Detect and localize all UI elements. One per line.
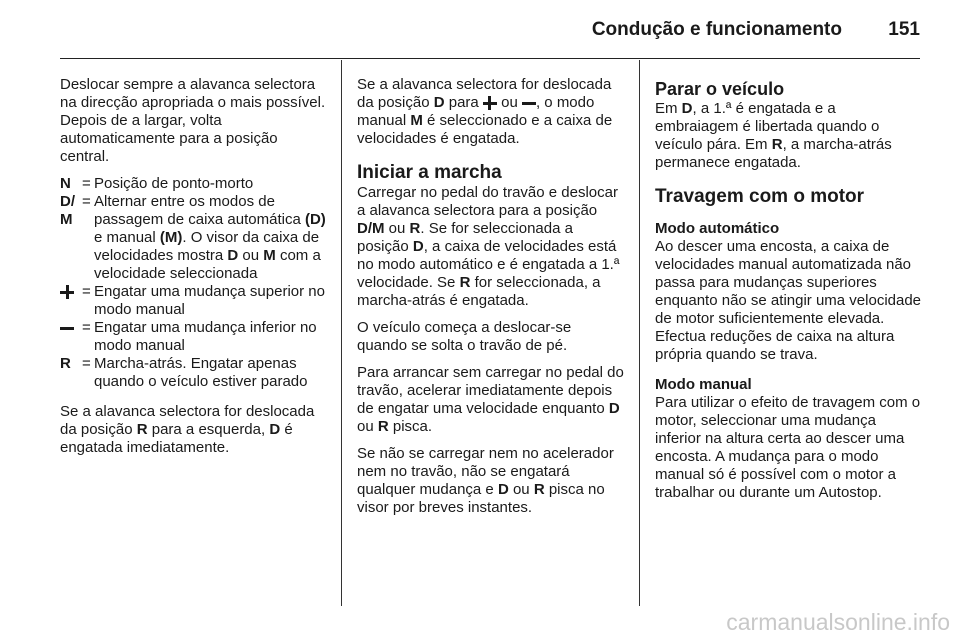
section-heading: Travagem com o motor (655, 186, 865, 207)
definition-key: D/ M (60, 193, 75, 228)
page-title: Condução e funcionamento (591, 19, 842, 40)
definition-item: = Engatar uma mudança superior no modo manual (60, 283, 328, 319)
column-divider (639, 60, 640, 606)
paragraph: Ao descer uma encosta, a caixa de velocidades manual automatizada não passa para mudanças superiores enquanto não se atingir uma velocidade de motor suficientemente elevada. Efectua reduções de caixa na altura própria quando se trava. (655, 238, 922, 363)
section-heading: Iniciar a marcha (357, 162, 502, 183)
subheading: Modo manual (655, 376, 752, 393)
subheading: Modo automático (655, 220, 780, 237)
outro-paragraph: Se a alavanca selectora for deslocada da posição R para a esquerda, D é engatada imediatamente. (60, 403, 315, 456)
paragraph: Para arrancar sem carregar no pedal do travão, acelerar imediatamente depois de engatar uma velocidade enquanto D ou R pisca. (357, 364, 624, 435)
page-number: 151 (888, 19, 920, 40)
plus-icon (60, 285, 74, 299)
column-1 (60, 76, 328, 466)
page-header (60, 0, 920, 59)
section-heading: Parar o veículo (655, 79, 785, 99)
column-3 (655, 76, 923, 511)
minus-icon (60, 327, 74, 330)
paragraph: Se a alavanca selectora for deslocada da posição D para ou , o modo manual M é seleccionado e a caixa de velocidades é engatada. (357, 76, 613, 147)
definition-item: = Engatar uma mudança inferior no modo manual (60, 319, 328, 355)
paragraph: Em D, a 1.ª é engatada e a embraiagem é libertada quando o veículo pára. Em R, a marcha-atrás permanece engatada. (655, 100, 892, 171)
watermark: carmanualsonline.info (726, 609, 950, 635)
definition-item: D/ M = Alternar entre os modos de passagem de caixa automática (D) e manual (M). O visor da caixa de velocidades mostra D ou M com a velocidade seleccionada (60, 193, 326, 282)
plus-icon (483, 96, 497, 110)
paragraph: Se não se carregar nem no acelerador nem no travão, não se engatará qualquer mudança e D ou R pisca no visor por breves instantes. (357, 445, 614, 516)
definition-key: N (60, 175, 71, 192)
definition-key: R (60, 355, 71, 372)
definition-list (60, 175, 328, 391)
paragraph: O veículo começa a deslocar-se quando se solta o travão de pé. (357, 319, 572, 354)
definition-item: R = Marcha-atrás. Engatar apenas quando o veículo estiver parado (60, 355, 308, 390)
paragraph: Carregar no pedal do travão e deslocar a alavanca selectora para a posição D/M ou R. Se for seleccionada a posição D, a caixa de velocidades está no modo automático e é engatada a 1.ª velocidade. Se R for seleccionada, a marcha-atrás é engatada. (357, 184, 620, 309)
paragraph: Para utilizar o efeito de travagem com o motor, seleccionar uma mudança inferior na altura certa ao descer uma encosta. A mudança para o modo manual só é possível com o motor a trabalhar ou durante um Autostop. (655, 394, 921, 501)
column-2 (357, 76, 625, 526)
minus-icon (522, 102, 536, 105)
definition-item: N = Posição de ponto-morto (60, 175, 254, 192)
column-divider (341, 60, 342, 606)
intro-paragraph: Deslocar sempre a alavanca selectora na direcção apropriada o mais possível. Depois de a largar, volta automaticamente para a posição central. (60, 76, 326, 165)
